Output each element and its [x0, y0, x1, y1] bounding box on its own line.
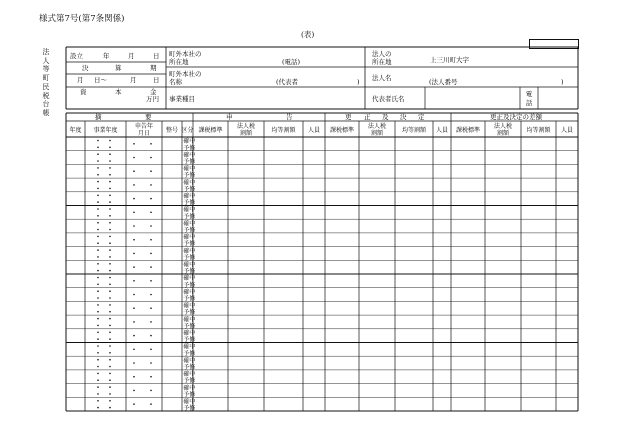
- kind-label: 予修: [183, 172, 196, 180]
- date-separator-dot: [97, 174, 99, 176]
- group-header-tekiyo: 要: [145, 113, 152, 121]
- column-header: 人員: [560, 127, 574, 134]
- date-separator-dot: [97, 256, 99, 258]
- column-header: 法人税: [493, 123, 513, 130]
- date-separator-dot: [133, 349, 135, 351]
- date-separator-dot: [109, 290, 111, 292]
- date-separator-dot: [97, 359, 99, 361]
- date-separator-dot: [97, 147, 99, 149]
- date-separator-dot: [97, 400, 99, 402]
- date-separator-dot: [133, 335, 135, 337]
- period-label: 月: [130, 76, 137, 84]
- date-separator-dot: [109, 174, 111, 176]
- kind-label: 確中: [183, 138, 196, 146]
- column-header: 均等割額: [271, 127, 296, 134]
- date-separator-dot: [133, 266, 135, 268]
- group-header-shinkoku: 告: [286, 113, 293, 121]
- column-header: 人員: [307, 127, 321, 134]
- date-separator-dot: [150, 376, 152, 378]
- corp-number-label: ): [561, 78, 564, 86]
- date-separator-dot: [109, 393, 111, 395]
- kind-label: 予修: [183, 213, 196, 221]
- date-separator-dot: [150, 143, 152, 145]
- kind-label: 予修: [183, 227, 196, 234]
- column-header: 法人税: [367, 123, 387, 130]
- column-header: 割額: [496, 130, 510, 137]
- date-separator-dot: [97, 270, 99, 272]
- date-separator-dot: [97, 188, 99, 190]
- tel-label: 電: [525, 90, 533, 98]
- column-header: 割額: [239, 130, 253, 137]
- period-label: 月: [77, 76, 84, 84]
- group-header-shinkoku: 申: [226, 113, 233, 121]
- kind-label: 確中: [183, 151, 196, 159]
- column-header: 課税標準: [198, 127, 223, 134]
- kessan-label: 決: [82, 64, 89, 72]
- date-separator-dot: [109, 345, 111, 347]
- date-separator-dot: [109, 222, 111, 224]
- date-separator-dot: [150, 335, 152, 337]
- hq-name-label: 町外本社の: [169, 70, 202, 78]
- date-separator-dot: [97, 332, 99, 334]
- sheet-side-label: (表): [301, 30, 315, 39]
- date-separator-dot: [109, 147, 111, 149]
- date-separator-dot: [97, 181, 99, 183]
- kind-label: 予修: [183, 405, 196, 413]
- established-label: 設立: [70, 52, 83, 60]
- date-separator-dot: [109, 236, 111, 238]
- date-separator-dot: [97, 393, 99, 395]
- date-separator-dot: [97, 297, 99, 299]
- date-separator-dot: [97, 338, 99, 340]
- capital-label: 資: [80, 88, 87, 96]
- date-separator-dot: [97, 379, 99, 381]
- date-separator-dot: [97, 277, 99, 279]
- kind-label: 予修: [183, 240, 196, 248]
- date-separator-dot: [97, 208, 99, 210]
- day-label: 日: [153, 52, 160, 60]
- date-separator-dot: [109, 311, 111, 313]
- column-header: 申告年: [134, 123, 154, 130]
- kind-label: 確中: [183, 247, 196, 255]
- date-separator-dot: [133, 307, 135, 309]
- kind-label: 確中: [183, 343, 196, 351]
- ledger-vertical-title: 法人等町民税台帳: [42, 48, 50, 117]
- date-separator-dot: [97, 229, 99, 231]
- date-separator-dot: [97, 195, 99, 197]
- corp-name-label: 法人名: [372, 74, 392, 82]
- date-separator-dot: [97, 249, 99, 251]
- kind-label: 確中: [183, 275, 196, 283]
- kind-label: 予修: [183, 268, 196, 276]
- date-separator-dot: [109, 249, 111, 251]
- date-separator-dot: [97, 366, 99, 368]
- date-separator-dot: [109, 277, 111, 279]
- date-separator-dot: [109, 359, 111, 361]
- date-separator-dot: [109, 208, 111, 210]
- group-header-kousei: 決: [400, 113, 407, 121]
- kind-label: 予修: [183, 322, 196, 330]
- date-separator-dot: [97, 242, 99, 244]
- date-separator-dot: [97, 153, 99, 155]
- group-header-kousei: 定: [418, 113, 425, 121]
- group-header-tekiyo: 摘: [95, 113, 102, 121]
- date-separator-dot: [133, 294, 135, 296]
- date-separator-dot: [133, 321, 135, 323]
- kind-label: 予修: [183, 185, 196, 193]
- kind-label: 予修: [183, 364, 196, 371]
- date-separator-dot: [97, 373, 99, 375]
- date-separator-dot: [133, 403, 135, 405]
- date-separator-dot: [97, 167, 99, 169]
- date-separator-dot: [150, 390, 152, 392]
- column-header: 年度: [69, 127, 82, 134]
- kind-label: 確中: [183, 357, 196, 365]
- date-separator-dot: [150, 349, 152, 351]
- kind-label: 確中: [183, 288, 196, 296]
- kind-label: 予修: [183, 158, 196, 166]
- capital-label: 本: [115, 88, 122, 96]
- corp-address-label: 所在地: [372, 58, 392, 66]
- date-separator-dot: [97, 263, 99, 265]
- column-header: 月日: [137, 130, 151, 137]
- date-separator-dot: [109, 181, 111, 183]
- kind-label: 確中: [183, 330, 196, 337]
- date-separator-dot: [97, 311, 99, 313]
- kind-label: 確中: [183, 398, 196, 406]
- column-header: 事業年度: [93, 127, 118, 134]
- business-type-label: 事業種目: [169, 95, 195, 103]
- date-separator-dot: [150, 280, 152, 282]
- date-separator-dot: [109, 270, 111, 272]
- date-separator-dot: [97, 304, 99, 306]
- corp-number-label: (法人番号: [429, 78, 458, 86]
- manyen-label: 万円: [146, 95, 159, 103]
- kind-label: 確中: [183, 179, 196, 187]
- date-separator-dot: [150, 184, 152, 186]
- date-separator-dot: [97, 215, 99, 217]
- date-separator-dot: [109, 263, 111, 265]
- date-separator-dot: [150, 307, 152, 309]
- column-header: 均等割額: [401, 127, 427, 134]
- column-header: 割額: [370, 130, 384, 137]
- date-separator-dot: [109, 407, 111, 409]
- date-separator-dot: [133, 253, 135, 255]
- period-label: 日: [153, 76, 160, 84]
- date-separator-dot: [150, 157, 152, 159]
- date-separator-dot: [109, 297, 111, 299]
- kind-label: 予修: [183, 336, 196, 344]
- date-separator-dot: [133, 280, 135, 282]
- date-separator-dot: [133, 362, 135, 364]
- kessan-label: 算: [115, 64, 122, 72]
- corp-address-label: 法人の: [372, 50, 392, 58]
- corp-address-value: 上三川町大字: [430, 56, 469, 64]
- date-separator-dot: [150, 321, 152, 323]
- column-header: 区分: [181, 127, 194, 134]
- representative-label: ): [357, 78, 360, 86]
- column-header: 課税標準: [329, 127, 355, 134]
- date-separator-dot: [97, 386, 99, 388]
- date-separator-dot: [109, 140, 111, 142]
- column-header: 整号: [165, 127, 179, 134]
- date-separator-dot: [109, 256, 111, 258]
- date-separator-dot: [109, 332, 111, 334]
- date-separator-dot: [109, 366, 111, 368]
- kind-label: 確中: [183, 302, 196, 310]
- form-title: 様式第7号(第7条関係): [39, 14, 125, 24]
- date-separator-dot: [97, 352, 99, 354]
- representative-label: (代表者: [276, 78, 299, 86]
- date-separator-dot: [109, 304, 111, 306]
- kind-label: 確中: [183, 193, 196, 200]
- date-separator-dot: [109, 338, 111, 340]
- month-label: 月: [128, 52, 135, 60]
- date-separator-dot: [109, 352, 111, 354]
- date-separator-dot: [109, 153, 111, 155]
- date-separator-dot: [109, 188, 111, 190]
- date-separator-dot: [109, 215, 111, 217]
- date-separator-dot: [109, 400, 111, 402]
- date-separator-dot: [133, 390, 135, 392]
- hq-address-label: 町外本社の: [169, 50, 202, 58]
- date-separator-dot: [109, 386, 111, 388]
- kind-label: 予修: [183, 391, 196, 399]
- group-header-kousei: 及: [382, 113, 389, 121]
- date-separator-dot: [133, 143, 135, 145]
- kind-label: 確中: [183, 384, 196, 392]
- date-separator-dot: [97, 290, 99, 292]
- date-separator-dot: [109, 201, 111, 203]
- date-separator-dot: [109, 229, 111, 231]
- capital-label: 金: [150, 88, 157, 96]
- date-separator-dot: [133, 184, 135, 186]
- date-separator-dot: [150, 403, 152, 405]
- date-separator-dot: [133, 212, 135, 214]
- date-separator-dot: [97, 201, 99, 203]
- kind-label: 予修: [183, 377, 196, 385]
- date-separator-dot: [133, 225, 135, 227]
- kind-label: 確中: [183, 371, 196, 379]
- date-separator-dot: [133, 157, 135, 159]
- date-separator-dot: [109, 325, 111, 327]
- date-separator-dot: [150, 198, 152, 200]
- date-separator-dot: [150, 225, 152, 227]
- kind-label: 確中: [183, 234, 196, 242]
- date-separator-dot: [97, 222, 99, 224]
- tel-label: 話: [525, 99, 533, 107]
- column-header: 法人税: [236, 123, 256, 130]
- date-separator-dot: [97, 284, 99, 286]
- rep-name-label: 代表者氏名: [372, 95, 405, 103]
- date-separator-dot: [150, 239, 152, 241]
- date-separator-dot: [133, 239, 135, 241]
- column-header: 課税標準: [455, 127, 481, 134]
- phone-label: (電話): [282, 58, 301, 66]
- kind-label: 予修: [183, 281, 196, 289]
- hq-address-label: 所在地: [169, 58, 189, 66]
- kind-label: 確中: [183, 206, 196, 214]
- date-separator-dot: [97, 318, 99, 320]
- date-separator-dot: [97, 407, 99, 409]
- kind-label: 予修: [183, 254, 196, 262]
- group-header-sagaku: 更正及決定の差額: [490, 113, 542, 121]
- date-separator-dot: [109, 167, 111, 169]
- kind-label: 予修: [183, 295, 196, 303]
- date-separator-dot: [109, 195, 111, 197]
- date-separator-dot: [133, 198, 135, 200]
- kind-label: 確中: [183, 165, 196, 173]
- date-separator-dot: [150, 294, 152, 296]
- kind-label: 予修: [183, 350, 196, 358]
- date-separator-dot: [109, 284, 111, 286]
- date-separator-dot: [97, 236, 99, 238]
- kind-label: 予修: [183, 144, 196, 152]
- kind-label: 予修: [183, 199, 196, 207]
- date-separator-dot: [150, 253, 152, 255]
- column-header: 人員: [435, 127, 449, 134]
- year-label: 年: [103, 52, 110, 60]
- hq-name-label: 名称: [169, 78, 182, 86]
- date-separator-dot: [133, 376, 135, 378]
- date-separator-dot: [150, 266, 152, 268]
- date-separator-dot: [109, 379, 111, 381]
- period-label: 日～: [94, 76, 107, 84]
- date-separator-dot: [133, 170, 135, 172]
- group-header-kousei: 正: [364, 113, 371, 121]
- kind-label: 確中: [183, 261, 196, 269]
- date-separator-dot: [109, 160, 111, 162]
- date-separator-dot: [109, 318, 111, 320]
- group-header-kousei: 更: [345, 113, 352, 121]
- date-separator-dot: [150, 170, 152, 172]
- date-separator-dot: [97, 345, 99, 347]
- column-header: 均等割額: [526, 127, 551, 134]
- date-separator-dot: [97, 325, 99, 327]
- date-separator-dot: [150, 212, 152, 214]
- kind-label: 確中: [183, 220, 196, 228]
- date-separator-dot: [109, 373, 111, 375]
- date-separator-dot: [109, 242, 111, 244]
- kessan-label: 期: [150, 64, 157, 72]
- date-separator-dot: [97, 140, 99, 142]
- date-separator-dot: [150, 362, 152, 364]
- kind-label: 確中: [183, 316, 196, 324]
- kind-label: 予修: [183, 309, 196, 317]
- date-separator-dot: [97, 160, 99, 162]
